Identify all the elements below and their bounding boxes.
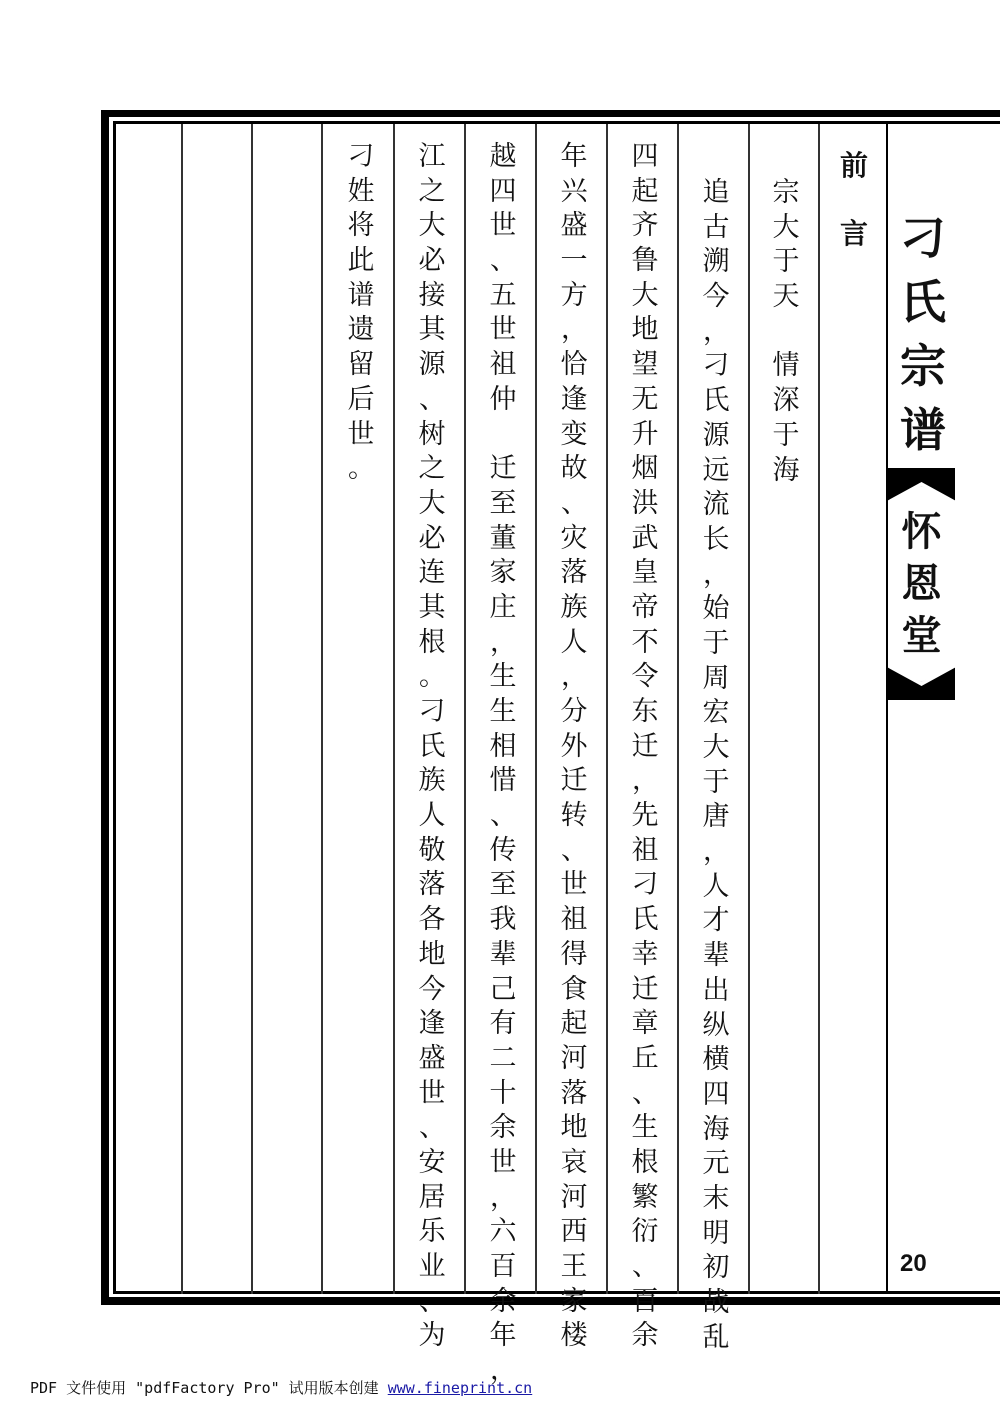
text-char: 世 bbox=[489, 1146, 517, 1178]
text-char: 必 bbox=[418, 522, 446, 554]
text-char: 乱 bbox=[702, 1321, 730, 1353]
text-char: 年 bbox=[489, 1320, 517, 1352]
text-char: 烟 bbox=[631, 453, 659, 485]
text-char: 祖 bbox=[489, 349, 517, 381]
text-char: 十 bbox=[489, 1077, 517, 1109]
text-char: 江 bbox=[418, 141, 446, 172]
hall-name-banner bbox=[888, 468, 955, 700]
text-char: 唐 bbox=[702, 801, 730, 833]
text-char: 迁 bbox=[560, 765, 588, 797]
footer-text: PDF 文件使用 "pdfFactory Pro" 试用版本创建 bbox=[30, 1379, 388, 1397]
text-char: 己 bbox=[489, 973, 517, 1005]
hall-name bbox=[888, 506, 955, 662]
text-char: 余 bbox=[489, 1285, 517, 1317]
text-char: 宏 bbox=[702, 697, 730, 729]
text-char: 海 bbox=[772, 454, 800, 486]
text-char: 繁 bbox=[631, 1181, 659, 1213]
text-char: 其 bbox=[418, 591, 446, 623]
text-char: 越 bbox=[489, 141, 517, 172]
text-char: 武 bbox=[631, 522, 659, 554]
text-char: 分 bbox=[560, 696, 588, 727]
title-band bbox=[888, 124, 970, 1294]
text-char: 转 bbox=[560, 800, 588, 832]
hall-char: 怀 bbox=[901, 508, 942, 555]
text-char: 辈 bbox=[702, 940, 730, 972]
text-char: 此 bbox=[347, 245, 375, 277]
text-char: 生 bbox=[631, 1112, 659, 1144]
text-char: 世 bbox=[560, 869, 588, 901]
text-char: 至 bbox=[489, 487, 517, 519]
text-char: 刁 bbox=[631, 869, 659, 901]
text-char: 董 bbox=[489, 522, 517, 554]
column-divider bbox=[606, 124, 608, 1294]
punctuation-char: 、 bbox=[419, 1285, 446, 1317]
hall-char: 恩 bbox=[901, 560, 942, 607]
text-char: 根 bbox=[631, 1146, 659, 1178]
text-char: 二 bbox=[489, 1042, 517, 1074]
text-char: 一 bbox=[560, 245, 588, 277]
text-column-paragraph bbox=[473, 140, 533, 1389]
punctuation-char: ， bbox=[561, 661, 588, 693]
text-char: 河 bbox=[560, 1042, 588, 1074]
text-char: 世 bbox=[489, 314, 517, 346]
text-char: 四 bbox=[631, 141, 659, 172]
text-char: 起 bbox=[631, 175, 659, 207]
text-char: 深 bbox=[772, 385, 800, 417]
text-char: 哀 bbox=[560, 1146, 588, 1178]
text-column-paragraph bbox=[402, 140, 462, 1354]
text-char: 连 bbox=[418, 557, 446, 589]
text-char: 灾 bbox=[560, 522, 588, 554]
text-char: 于 bbox=[702, 766, 730, 798]
text-char: 将 bbox=[347, 210, 375, 242]
text-char: 末 bbox=[702, 1182, 730, 1214]
text-char: 安 bbox=[418, 1146, 446, 1178]
text-char: 族 bbox=[560, 591, 588, 623]
text-char: 方 bbox=[560, 279, 588, 311]
text-char: 氏 bbox=[702, 385, 730, 417]
text-char: 于 bbox=[702, 627, 730, 659]
text-char: 敬 bbox=[418, 834, 446, 866]
text-char: 地 bbox=[418, 938, 446, 970]
text-char: 之 bbox=[418, 175, 446, 207]
punctuation-char: ， bbox=[490, 1355, 517, 1387]
text-char: 迁 bbox=[631, 973, 659, 1005]
punctuation-char: 、 bbox=[490, 800, 517, 832]
text-char: 盛 bbox=[418, 1042, 446, 1074]
column-divider bbox=[321, 124, 323, 1294]
text-char: 楼 bbox=[560, 1320, 588, 1352]
text-char: 六 bbox=[489, 1216, 517, 1248]
text-char: 出 bbox=[702, 974, 730, 1006]
text-char: 为 bbox=[418, 1320, 446, 1352]
text-char: 迁 bbox=[631, 730, 659, 762]
text-char: 得 bbox=[560, 938, 588, 970]
text-char: 外 bbox=[560, 730, 588, 762]
text-char: 明 bbox=[702, 1217, 730, 1249]
text-char: 地 bbox=[631, 314, 659, 346]
punctuation-char: ， bbox=[561, 314, 588, 346]
title-char: 刁 bbox=[900, 211, 946, 265]
text-char: 变 bbox=[560, 418, 588, 450]
punctuation-char: 、 bbox=[561, 487, 588, 519]
column-divider bbox=[251, 124, 253, 1294]
title-char: 谱 bbox=[900, 403, 946, 457]
punctuation-char: ， bbox=[632, 765, 659, 797]
text-char: 初 bbox=[702, 1252, 730, 1284]
text-char: 留 bbox=[347, 349, 375, 381]
text-char: 惜 bbox=[489, 765, 517, 797]
text-char: 树 bbox=[418, 418, 446, 450]
text-char: 传 bbox=[489, 834, 517, 866]
text-char: 源 bbox=[702, 419, 730, 451]
text-char: 今 bbox=[418, 973, 446, 1005]
text-char: 恰 bbox=[560, 349, 588, 381]
text-column-paragraph bbox=[615, 140, 675, 1354]
text-char: 遗 bbox=[347, 314, 375, 346]
text-char: 逢 bbox=[560, 383, 588, 415]
text-char: 迁 bbox=[489, 453, 517, 485]
text-char: 地 bbox=[560, 1112, 588, 1144]
text-char: 业 bbox=[418, 1251, 446, 1282]
column-divider bbox=[677, 124, 679, 1294]
text-char: 大 bbox=[631, 279, 659, 311]
text-char: 无 bbox=[631, 383, 659, 415]
text-char: 落 bbox=[418, 869, 446, 901]
text-char: 长 bbox=[702, 523, 730, 555]
text-char: 至 bbox=[489, 869, 517, 901]
text-char: 刁 bbox=[347, 141, 375, 172]
column-divider bbox=[393, 124, 395, 1294]
text-char: 世 bbox=[347, 418, 375, 450]
text-char: 乐 bbox=[418, 1216, 446, 1248]
text-char: 百 bbox=[631, 1285, 659, 1317]
text-char: 氏 bbox=[418, 730, 446, 762]
column-divider bbox=[464, 124, 466, 1294]
punctuation-char: 、 bbox=[632, 1077, 659, 1109]
text-char: 接 bbox=[418, 279, 446, 311]
text-char: 故 bbox=[560, 453, 588, 485]
heading-char: 言 bbox=[839, 217, 868, 250]
text-char: 齐 bbox=[631, 210, 659, 242]
text-char: 后 bbox=[347, 383, 375, 415]
text-column-paragraph bbox=[331, 140, 391, 487]
text-char: 根 bbox=[418, 626, 446, 658]
text-char: 食 bbox=[560, 973, 588, 1005]
text-char: 祖 bbox=[631, 834, 659, 866]
text-char: 洪 bbox=[631, 487, 659, 519]
title-char: 氏 bbox=[900, 275, 946, 329]
section-heading bbox=[826, 146, 882, 282]
column-divider bbox=[818, 124, 820, 1294]
text-char: 辈 bbox=[489, 938, 517, 970]
text-char: 刁 bbox=[418, 696, 446, 727]
text-char: 落 bbox=[560, 1077, 588, 1109]
heading-char: 前 bbox=[839, 149, 868, 182]
text-char: 逢 bbox=[418, 1008, 446, 1040]
text-char: 源 bbox=[418, 349, 446, 381]
text-char: 有 bbox=[489, 1008, 517, 1040]
text-char: 必 bbox=[418, 245, 446, 277]
pdf-watermark-footer bbox=[30, 1377, 532, 1398]
text-char: 远 bbox=[702, 454, 730, 486]
text-char: 大 bbox=[418, 487, 446, 519]
text-char: 始 bbox=[702, 593, 730, 625]
punctuation-char: 。 bbox=[348, 453, 375, 485]
text-char: 今 bbox=[702, 281, 730, 313]
text-char: 王 bbox=[560, 1251, 588, 1282]
text-char: 流 bbox=[702, 489, 730, 521]
punctuation-char: 、 bbox=[632, 1251, 659, 1282]
punctuation-char: ， bbox=[490, 1181, 517, 1213]
text-char: 族 bbox=[418, 765, 446, 797]
text-char: 于 bbox=[772, 246, 800, 278]
text-char: 相 bbox=[489, 730, 517, 762]
text-char: 祖 bbox=[560, 904, 588, 936]
text-char: 庄 bbox=[489, 591, 517, 623]
text-char: 居 bbox=[418, 1181, 446, 1213]
text-char: 鲁 bbox=[631, 245, 659, 277]
text-char: 生 bbox=[489, 661, 517, 693]
text-char: 家 bbox=[560, 1285, 588, 1317]
text-char: 横 bbox=[702, 1044, 730, 1076]
text-char: 元 bbox=[702, 1148, 730, 1180]
text-char: 追 bbox=[702, 177, 730, 208]
text-char: 谱 bbox=[347, 279, 375, 311]
text-char: 仲 bbox=[489, 383, 517, 415]
text-char: 大 bbox=[418, 210, 446, 242]
text-char: 海 bbox=[702, 1113, 730, 1145]
text-char: 升 bbox=[631, 418, 659, 450]
text-char: 家 bbox=[489, 557, 517, 589]
punctuation-char: ， bbox=[703, 836, 730, 868]
text-char: 大 bbox=[772, 211, 800, 243]
text-char: 周 bbox=[702, 662, 730, 694]
text-column-motto bbox=[756, 176, 816, 488]
column-divider bbox=[535, 124, 537, 1294]
text-char: 皇 bbox=[631, 557, 659, 589]
hall-char: 堂 bbox=[901, 612, 942, 659]
text-char: 其 bbox=[418, 314, 446, 346]
punctuation-char: 、 bbox=[419, 383, 446, 415]
text-char: 情 bbox=[772, 350, 800, 382]
text-char: 落 bbox=[560, 557, 588, 589]
book-title bbox=[888, 206, 958, 462]
text-char: 丘 bbox=[631, 1042, 659, 1074]
text-char: 幸 bbox=[631, 938, 659, 970]
text-char: 百 bbox=[489, 1251, 517, 1282]
punctuation-char: 。 bbox=[419, 661, 446, 693]
punctuation-char: ， bbox=[703, 558, 730, 590]
text-char: 章 bbox=[631, 1008, 659, 1040]
punctuation-char: ， bbox=[703, 315, 730, 347]
text-char: 于 bbox=[772, 419, 800, 451]
text-column-paragraph bbox=[544, 140, 604, 1354]
text-char: 之 bbox=[418, 453, 446, 485]
text-char: 不 bbox=[631, 626, 659, 658]
text-char: 望 bbox=[631, 349, 659, 381]
text-char: 生 bbox=[489, 696, 517, 727]
text-char: 战 bbox=[702, 1287, 730, 1318]
text-char: 帝 bbox=[631, 591, 659, 623]
text-char: 东 bbox=[631, 696, 659, 727]
text-char: 人 bbox=[702, 870, 730, 902]
text-char: 衍 bbox=[631, 1216, 659, 1248]
text-char: 余 bbox=[631, 1320, 659, 1352]
text-char: 先 bbox=[631, 800, 659, 832]
column-divider bbox=[748, 124, 750, 1294]
punctuation-char: 、 bbox=[561, 834, 588, 866]
text-char: 人 bbox=[418, 800, 446, 832]
text-char: 纵 bbox=[702, 1009, 730, 1041]
text-char: 五 bbox=[489, 279, 517, 311]
text-char: 余 bbox=[489, 1112, 517, 1144]
text-char: 人 bbox=[560, 626, 588, 658]
text-char: 起 bbox=[560, 1008, 588, 1040]
text-char: 天 bbox=[772, 281, 800, 313]
text-char: 宗 bbox=[772, 177, 800, 208]
text-column-paragraph bbox=[686, 176, 746, 1355]
text-char: 才 bbox=[702, 905, 730, 937]
text-char: 河 bbox=[560, 1181, 588, 1213]
punctuation-char: 、 bbox=[419, 1112, 446, 1144]
text-char: 溯 bbox=[702, 246, 730, 278]
text-char: 世 bbox=[418, 1077, 446, 1109]
title-char: 宗 bbox=[900, 339, 946, 393]
text-char: 盛 bbox=[560, 210, 588, 242]
footer-link[interactable]: www.fineprint.cn bbox=[387, 1379, 533, 1397]
text-char: 四 bbox=[702, 1078, 730, 1110]
text-char: 姓 bbox=[347, 175, 375, 207]
text-char: 我 bbox=[489, 904, 517, 936]
text-char: 刁 bbox=[702, 350, 730, 382]
text-char: 各 bbox=[418, 904, 446, 936]
text-char: 令 bbox=[631, 661, 659, 693]
text-char: 西 bbox=[560, 1216, 588, 1248]
page-number: 20 bbox=[900, 1250, 927, 1277]
text-char: 兴 bbox=[560, 175, 588, 207]
column-divider bbox=[181, 124, 183, 1294]
text-char: 大 bbox=[702, 732, 730, 763]
text-char: 年 bbox=[560, 141, 588, 172]
text-char: 氏 bbox=[631, 904, 659, 936]
text-char: 世 bbox=[489, 210, 517, 242]
text-char: 古 bbox=[702, 211, 730, 243]
punctuation-char: 、 bbox=[490, 245, 517, 277]
text-char: 四 bbox=[489, 175, 517, 207]
punctuation-char: ， bbox=[490, 626, 517, 658]
